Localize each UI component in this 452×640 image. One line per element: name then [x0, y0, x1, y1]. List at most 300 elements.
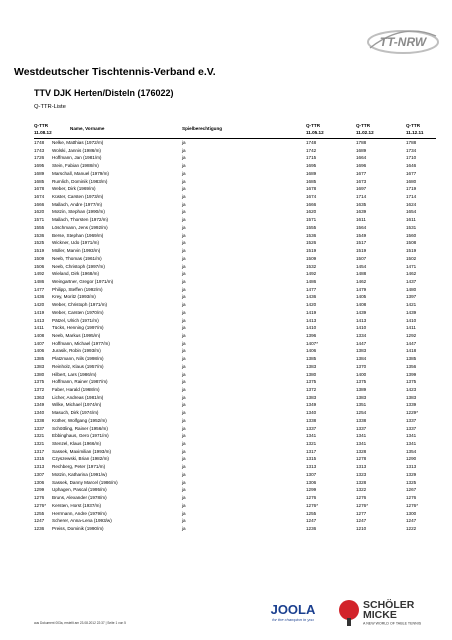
table-row: [34, 471, 436, 479]
qttr-b-cell: 1678: [306, 186, 317, 192]
name-cell: Rumlich, Dominik (1983/m): [52, 178, 108, 184]
spielberechtigung-cell: ja: [182, 433, 186, 439]
qttr-c-cell: 1408: [356, 302, 367, 308]
qttr-c-cell: 1338: [356, 417, 367, 423]
qttr-current-cell: 1726: [34, 155, 45, 161]
qttr-c-cell: 1351: [356, 402, 367, 408]
spielberechtigung-cell: ja: [182, 155, 186, 161]
qttr-c-cell: 1611: [356, 217, 366, 223]
name-cell: Scherer, Anna-Lena (1993/w): [52, 518, 112, 524]
qttr-current-cell: 1492: [34, 271, 45, 277]
qttr-c-cell: 1405: [356, 294, 367, 300]
footer-text: aus Dokument 003a, erstellt am 23.08.2012 22:37 | Seite 1 von 5: [34, 621, 126, 625]
table-row: [34, 479, 436, 487]
qttr-b-cell: 1321: [306, 441, 317, 447]
qttr-d-cell: 1222: [406, 525, 417, 531]
qttr-c-cell: 1384: [356, 356, 367, 362]
qttr-b-cell: 1276: [306, 495, 317, 501]
table-row: [34, 309, 436, 317]
spielberechtigung-cell: ja: [182, 363, 186, 369]
spielberechtigung-cell: ja: [182, 487, 186, 493]
qttr-c-cell: 1210: [356, 525, 367, 531]
spielberechtigung-cell: ja: [182, 186, 186, 192]
qttr-c-cell: 1383: [356, 394, 367, 400]
qttr-b-cell: 1509: [306, 255, 317, 261]
name-cell: Hoffmann, Michael (1977/m): [52, 340, 110, 346]
qttr-current-cell: 1555: [34, 224, 45, 230]
qttr-d-cell: 1788: [406, 140, 417, 145]
qttr-current-cell: 1419: [34, 309, 45, 315]
qttr-c-cell: 1383: [356, 348, 367, 354]
name-cell: Neeb, Markus (1995/m): [52, 332, 101, 338]
qttr-b-cell: 1715: [306, 155, 317, 161]
table-row: [34, 247, 436, 255]
org-title: Westdeutscher Tischtennis-Verband e.V.: [14, 66, 216, 78]
table-row: [34, 185, 436, 193]
qttr-d-cell: 1325: [406, 479, 417, 485]
qttr-c-cell: 1664: [356, 155, 367, 161]
qttr-d-cell: 1734: [406, 147, 417, 153]
qttr-b-cell: 1236: [306, 525, 317, 531]
qttr-c-cell: 1313: [356, 464, 367, 470]
qttr-b-cell: 1317: [306, 448, 317, 454]
tt-nrw-logo-text: TT-NRW: [379, 35, 427, 49]
spielberechtigung-cell: ja: [182, 201, 186, 207]
qttr-d-cell: 1480: [406, 286, 417, 292]
qttr-b-cell: 1313: [306, 464, 317, 470]
spielberechtigung-cell: ja: [182, 263, 186, 269]
spielberechtigung-cell: ja: [182, 464, 186, 470]
qttr-current-cell: 1338: [34, 417, 45, 423]
qttr-b-cell: 1341: [306, 433, 317, 439]
table-row: [34, 255, 436, 263]
name-cell: Herrmann, Andre (1979/m): [52, 510, 107, 516]
qttr-current-cell: 1337: [34, 425, 45, 431]
qttr-d-cell: 1329: [406, 471, 417, 477]
table-row: [34, 502, 436, 510]
spielberechtigung-cell: ja: [182, 410, 186, 416]
spielberechtigung-cell: ja: [182, 309, 186, 315]
spielberechtigung-cell: ja: [182, 456, 186, 462]
qttr-current-cell: 1407: [34, 340, 45, 346]
qttr-b-cell: 1247: [306, 518, 317, 524]
spielberechtigung-cell: ja: [182, 348, 186, 354]
qttr-current-cell: 1363: [34, 394, 45, 400]
qttr-c-cell: 1517: [356, 240, 367, 246]
qttr-c-cell: 1410: [356, 325, 367, 331]
qttr-b-cell: 1419: [306, 309, 317, 315]
header-spielberechtigung: Spielberechtigung: [182, 126, 223, 131]
spielberechtigung-cell: ja: [182, 510, 186, 516]
table-row: [34, 193, 436, 201]
qttr-d-cell: 1337: [406, 425, 417, 431]
qttr-current-cell: 1315: [34, 456, 45, 462]
spielberechtigung-cell: ja: [182, 163, 186, 169]
qttr-current-cell: 1408: [34, 332, 45, 338]
qttr-d-cell: 1677: [406, 170, 417, 176]
qttr-d-cell: 1502: [406, 255, 417, 261]
name-cell: Ebbinghaus, Gero (1971/m): [52, 433, 109, 439]
qttr-current-cell: 1276: [34, 495, 45, 501]
qttr-c-cell: 1277: [356, 510, 367, 516]
qttr-d-cell: 1508: [406, 240, 417, 246]
spielberechtigung-cell: ja: [182, 147, 186, 153]
spielberechtigung-cell: ja: [182, 332, 186, 338]
qttr-d-cell: 1290: [406, 456, 417, 462]
qttr-c-cell: 1549: [356, 232, 367, 238]
name-cell: Neeb, Christoph (1997/m): [52, 263, 105, 269]
name-cell: Rechberg, Peter (1971/m): [52, 464, 106, 470]
table-row: [34, 401, 436, 409]
table-row: [34, 440, 436, 448]
qttr-c-cell: 1247: [356, 518, 367, 524]
table-row: [34, 517, 436, 525]
qttr-c-cell: 1337: [356, 425, 367, 431]
spielberechtigung-cell: ja: [182, 278, 186, 284]
qttr-c-cell: 1507: [356, 255, 367, 261]
qttr-current-cell: 1385: [34, 356, 45, 362]
qttr-c-cell: 1564: [356, 224, 367, 230]
spielberechtigung-cell: ja: [182, 232, 186, 238]
qttr-d-cell: 1439: [406, 309, 417, 315]
list-title: Q-TTR-Liste: [34, 104, 66, 110]
qttr-b-cell: 1407*: [306, 340, 319, 346]
table-row: [34, 347, 436, 355]
qttr-d-cell: 1247: [406, 518, 417, 524]
qttr-d-cell: 1471: [406, 263, 417, 269]
qttr-b-cell: 1410: [306, 325, 317, 331]
table-row: [34, 178, 436, 186]
spielberechtigung-cell: ja: [182, 255, 186, 261]
table-row: [34, 525, 436, 533]
table-row: [34, 486, 436, 494]
name-cell: Motzin, Stephan (1990/m): [52, 209, 105, 215]
spielberechtigung-cell: ja: [182, 356, 186, 362]
name-cell: Czyszewski, Brian (1982/m): [52, 456, 109, 462]
qttr-c-cell: 1697: [356, 186, 367, 192]
qttr-current-cell: 1317: [34, 448, 45, 454]
qttr-d-cell: 1519: [406, 248, 417, 254]
qttr-b-cell: 1532: [306, 263, 317, 269]
qttr-d-cell: 1354: [406, 448, 417, 454]
qttr-c-cell: 1439: [356, 309, 367, 315]
table-row: [34, 425, 436, 433]
qttr-d-cell: 1337: [406, 417, 417, 423]
qttr-b-cell: 1477: [306, 286, 317, 292]
name-cell: Stein, Fabian (1988/m): [52, 163, 99, 169]
qttr-b-cell: 1413: [306, 317, 317, 323]
qttr-d-cell: 1276*: [406, 502, 419, 508]
spielberechtigung-cell: ja: [182, 448, 186, 454]
table-row: [34, 201, 436, 209]
qttr-c-cell: 1341: [356, 441, 367, 447]
table-row: [34, 139, 436, 147]
name-cell: Hoffmann, Rainer (1987/m): [52, 379, 108, 385]
name-cell: Preiss, Dominik (1990/m): [52, 525, 104, 531]
schoeler-tagline: A NEW WORLD OF TABLE TENNIS: [363, 621, 422, 626]
qttr-c-cell: 1673: [356, 178, 367, 184]
qttr-c-cell: 1375: [356, 379, 367, 385]
qttr-c-cell: 1447: [356, 340, 367, 346]
qttr-c-cell: 1413: [356, 317, 367, 323]
qttr-b-cell: 1748: [306, 140, 317, 145]
qttr-current-cell: 1477: [34, 286, 45, 292]
spielberechtigung-cell: ja: [182, 502, 186, 508]
spielberechtigung-cell: ja: [182, 441, 186, 447]
qttr-b-cell: 1372: [306, 387, 317, 392]
qttr-d-cell: 1383: [406, 394, 417, 400]
name-cell: Uphagen, Pascal (1995/m): [52, 487, 107, 493]
qttr-c-cell: 1479: [356, 286, 367, 292]
name-cell: Pätzel, Ulrich (1971/m): [52, 317, 99, 323]
header-qttr-d-date: 11.12.11: [406, 130, 424, 135]
spielberechtigung-cell: ja: [182, 425, 186, 431]
table-row: [34, 363, 436, 371]
joola-logo-text: JOOLA: [270, 602, 316, 617]
qttr-c-cell: 1400: [356, 371, 367, 377]
table-row: [34, 409, 436, 417]
qttr-d-cell: 1385: [406, 356, 417, 362]
table-row: [34, 324, 436, 332]
qttr-current-cell: 1678: [34, 186, 45, 192]
qttr-current-cell: 1276*: [34, 502, 47, 508]
table-row: [34, 355, 436, 363]
table-row: [34, 224, 436, 232]
name-cell: Platzmann, Nils (1998/m): [52, 356, 104, 362]
header-qttr-b-date: 11.05.12: [306, 130, 324, 135]
qttr-c-cell: 1276: [356, 495, 367, 501]
spielberechtigung-cell: ja: [182, 402, 186, 408]
name-cell: Wickner, Udo (1971/m): [52, 240, 99, 246]
qttr-current-cell: 1743: [34, 147, 45, 153]
name-cell: Licher, Andreas (1981/m): [52, 394, 104, 400]
qttr-c-cell: 1462: [356, 278, 367, 284]
qttr-c-cell: 1696: [356, 163, 367, 169]
qttr-c-cell: 1389: [356, 387, 367, 392]
qttr-d-cell: 1276: [406, 495, 417, 501]
qttr-c-cell: 1334: [356, 332, 367, 338]
qttr-current-cell: 1247: [34, 518, 45, 524]
qttr-c-cell: 1639: [356, 209, 367, 215]
qttr-b-cell: 1299: [306, 487, 317, 493]
joola-logo: [263, 600, 323, 624]
qttr-b-cell: 1571: [306, 217, 317, 223]
header-qttr-d-label: Q-TTR: [406, 123, 421, 128]
qttr-current-cell: 1380: [34, 371, 45, 377]
qttr-d-cell: 1611: [406, 217, 416, 223]
name-cell: Küster, Carsten (1973/m): [52, 194, 104, 200]
qttr-b-cell: 1666: [306, 201, 317, 207]
table-row: [34, 293, 436, 301]
qttr-b-cell: 1406: [306, 348, 317, 354]
table-row: [34, 301, 436, 309]
table-row: [34, 154, 436, 162]
qttr-current-cell: 1695: [34, 163, 45, 169]
qttr-d-cell: 1719: [406, 186, 417, 192]
qttr-d-cell: 1437: [406, 278, 417, 284]
name-cell: Stenzel, Klaus (1966/m): [52, 441, 102, 447]
qttr-d-cell: 1531: [406, 224, 417, 230]
table-row: [34, 239, 436, 247]
name-cell: Weber, Dirk (1969/m): [52, 186, 96, 192]
schoeler-micke-logo: [337, 597, 441, 627]
qttr-b-cell: 1742: [306, 147, 317, 153]
qttr-c-cell: 1328: [356, 479, 367, 485]
qttr-current-cell: 1321: [34, 433, 45, 439]
qttr-d-cell: 1411: [406, 325, 416, 331]
table-row: [34, 232, 436, 240]
spielberechtigung-cell: ja: [182, 248, 186, 254]
qttr-d-cell: 1375: [406, 379, 417, 385]
qttr-b-cell: 1255: [306, 510, 317, 516]
qttr-d-cell: 1680: [406, 178, 417, 184]
qttr-b-cell: 1555: [306, 224, 317, 230]
header-qttr-current-date: 11.08.12: [34, 130, 52, 135]
schoeler-logo-line2: MICKE: [363, 609, 397, 621]
qttr-c-cell: 1714: [356, 194, 367, 200]
qttr-b-cell: 1689: [306, 170, 317, 176]
qttr-current-cell: 1536: [34, 232, 45, 238]
qttr-d-cell: 1341: [406, 441, 417, 447]
qttr-current-cell: 1674: [34, 194, 45, 200]
qttr-current-cell: 1307: [34, 471, 45, 477]
qttr-b-cell: 1526: [306, 240, 317, 246]
spielberechtigung-cell: ja: [182, 217, 186, 223]
spielberechtigung-cell: ja: [182, 302, 186, 308]
qttr-c-cell: 1488: [356, 271, 367, 277]
name-cell: Schöttling, Rainer (1956/m): [52, 425, 108, 431]
qttr-current-cell: 1689: [34, 170, 45, 176]
header-qttr-c-label: Q-TTR: [356, 123, 371, 128]
spielberechtigung-cell: ja: [182, 224, 186, 230]
spielberechtigung-cell: ja: [182, 518, 186, 524]
schoeler-logo-line1: SCHÖLER: [363, 599, 415, 611]
qttr-current-cell: 1748: [34, 140, 45, 145]
qttr-d-cell: 1399: [406, 371, 417, 377]
qttr-c-cell: 1323: [356, 471, 367, 477]
table-tennis-racket-icon: [339, 600, 359, 626]
table-row: [34, 340, 436, 348]
qttr-d-cell: 1423: [406, 387, 417, 392]
qttr-b-cell: 1674: [306, 194, 317, 200]
qttr-current-cell: 1406: [34, 348, 45, 354]
qttr-current-cell: 1255: [34, 510, 45, 516]
qttr-current-cell: 1506: [34, 263, 45, 269]
qttr-current-cell: 1383: [34, 363, 45, 369]
name-cell: Neeb, Thomas (1961/m): [52, 255, 102, 261]
spielberechtigung-cell: ja: [182, 170, 186, 176]
spielberechtigung-cell: ja: [182, 417, 186, 423]
qttr-b-cell: 1349: [306, 402, 317, 408]
spielberechtigung-cell: ja: [182, 240, 186, 246]
table-row: [34, 317, 436, 325]
qttr-current-cell: 1411: [34, 325, 44, 331]
qttr-d-cell: 1418: [406, 348, 417, 354]
table-row: [34, 463, 436, 471]
qttr-b-cell: 1620: [306, 209, 317, 215]
qttr-b-cell: 1486: [306, 278, 317, 284]
qttr-c-cell: 1689: [356, 147, 367, 153]
name-cell: Masuch, Dirk (1974/m): [52, 410, 99, 416]
qttr-current-cell: 1620: [34, 209, 45, 215]
table-row: [34, 371, 436, 379]
table-row: [34, 378, 436, 386]
header-qttr-current-label: Q-TTR: [34, 123, 49, 128]
spielberechtigung-cell: ja: [182, 178, 186, 184]
name-cell: Reinholz, Klaus (1957/m): [52, 363, 104, 369]
qttr-b-cell: 1315: [306, 456, 317, 462]
qttr-current-cell: 1313: [34, 464, 45, 470]
qttr-current-cell: 1321: [34, 441, 45, 447]
name-cell: Weingartner, Gregor (1971/m): [52, 278, 114, 284]
qttr-d-cell: 1714: [406, 194, 417, 200]
table-body: [34, 139, 436, 533]
name-cell: Marschall, Manuel (1979/m): [52, 170, 109, 176]
qttr-d-cell: 1560: [406, 232, 417, 238]
joola-tagline: for the champion in you: [272, 617, 314, 622]
qttr-b-cell: 1519: [306, 248, 317, 254]
table-row: [34, 417, 436, 425]
spielberechtigung-cell: ja: [182, 286, 186, 292]
qttr-b-cell: 1383: [306, 363, 317, 369]
qttr-d-cell: 1462: [406, 271, 417, 277]
qttr-d-cell: 1267: [406, 487, 417, 493]
name-cell: Jurasik, Robin (1993/m): [52, 348, 101, 354]
qttr-current-cell: 1306: [34, 479, 45, 485]
table-row: [34, 432, 436, 440]
spielberechtigung-cell: ja: [182, 495, 186, 501]
name-cell: Müller, Marvin (1993/m): [52, 248, 101, 254]
qttr-c-cell: 1322: [356, 487, 367, 493]
qttr-current-cell: 1340: [34, 410, 45, 416]
table-row: [34, 286, 436, 294]
name-cell: Philipp, Steffen (1992/m): [52, 286, 103, 292]
qttr-b-cell: 1396: [306, 332, 317, 338]
name-cell: Wilke, Michael (1974/m): [52, 402, 102, 408]
table-row: [34, 386, 436, 394]
name-cell: Nelke, Matthias (1972/m): [52, 140, 104, 145]
name-cell: Weber, Christoph (1971/m): [52, 302, 108, 308]
name-cell: Sassek, Danny Marcel (1986/m): [52, 479, 118, 485]
name-cell: Krey, Moritz (1993/m): [52, 294, 96, 300]
qttr-current-cell: 1375: [34, 379, 45, 385]
name-cell: Wieland, Dirk (1968/m): [52, 271, 99, 277]
qttr-c-cell: 1788: [356, 140, 367, 145]
spielberechtigung-cell: ja: [182, 525, 186, 531]
name-cell: Wolski, Jannis (1986/m): [52, 147, 101, 153]
table-row: [34, 263, 436, 271]
table-row: [34, 147, 436, 155]
qttr-current-cell: 1372: [34, 387, 45, 392]
table-row: [34, 278, 436, 286]
table-row: [34, 162, 436, 170]
qttr-d-cell: 1397: [406, 294, 417, 300]
qttr-d-cell: 1654: [406, 209, 417, 215]
spielberechtigung-cell: ja: [182, 387, 186, 392]
tt-nrw-logo: [366, 28, 440, 56]
qttr-d-cell: 1229*: [406, 410, 419, 416]
table-row: [34, 170, 436, 178]
name-cell: Hilbert, Lars (1986/m): [52, 371, 97, 377]
qttr-b-cell: 1685: [306, 178, 317, 184]
qttr-d-cell: 1410: [406, 317, 417, 323]
spielberechtigung-cell: ja: [182, 271, 186, 277]
qttr-b-cell: 1307: [306, 471, 317, 477]
qttr-current-cell: 1509: [34, 255, 45, 261]
qttr-c-cell: 1370: [356, 363, 367, 369]
qttr-c-cell: 1677: [356, 170, 367, 176]
qttr-b-cell: 1695: [306, 163, 317, 169]
